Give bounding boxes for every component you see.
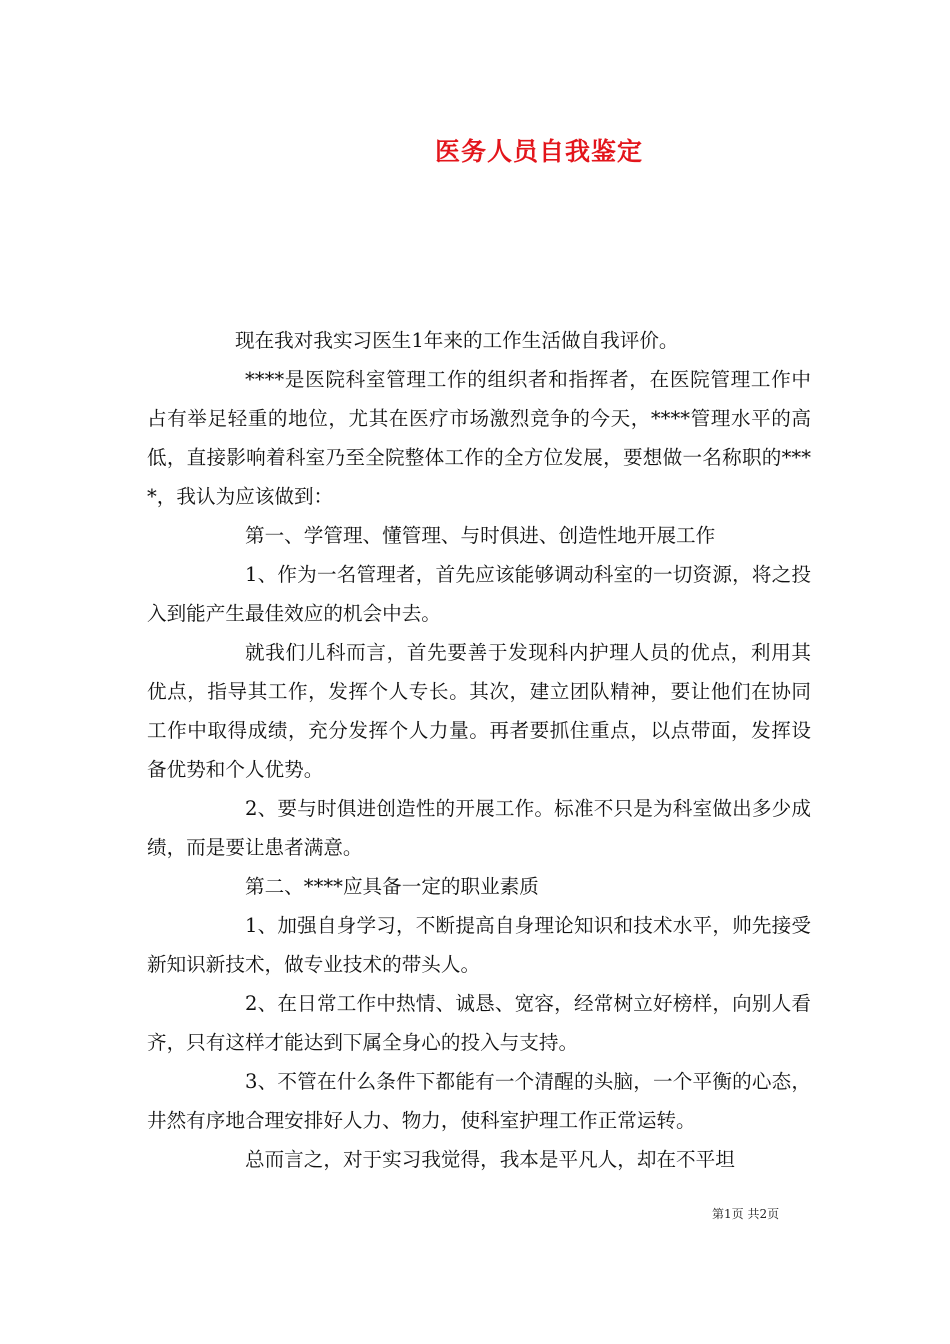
section-heading-one: 第一、学管理、懂管理、与时俱进、创造性地开展工作	[245, 524, 716, 547]
paragraph-point-2-3: 3、不管在什么条件下都能有一个清醒的头脑，一个平衡的心态，井然有序地合理安排好人力、物力，使科室护理工作正常运转。	[147, 1070, 811, 1132]
section-heading-two: 第二、****应具备一定的职业素质	[245, 875, 539, 898]
paragraph-point-1-1: 1、作为一名管理者，首先应该能够调动科室的一切资源，将之投入到能产生最佳效应的机会中去。	[147, 563, 811, 625]
paragraph-pediatrics: 就我们儿科而言，首先要善于发现科内护理人员的优点，利用其优点，指导其工作，发挥个人专长。其次，建立团队精神，要让他们在协同工作中取得成绩，充分发挥个人力量。再者要抓住重点，以点带面，发挥设备优势和个人优势。	[147, 641, 811, 781]
paragraph-conclusion: 总而言之，对于实习我觉得，我本是平凡人，却在不平坦	[245, 1148, 735, 1171]
document-title: 医务人员自我鉴定	[434, 137, 643, 166]
paragraph-role: ****是医院科室管理工作的组织者和指挥者，在医院管理工作中占有举足轻重的地位，尤其在医疗市场激烈竞争的今天，****管理水平的高低，直接影响着科室乃至全院整体工作的全方位发展，要想做一名称职的****，我认为应该做到：	[147, 368, 811, 508]
document-body	[147, 321, 811, 1179]
page-number-footer: 第1页 共2页	[712, 1207, 780, 1221]
paragraph-point-1-2: 2、要与时俱进创造性的开展工作。标准不只是为科室做出多少成绩，而是要让患者满意。	[147, 797, 811, 859]
paragraph-point-2-1: 1、加强自身学习，不断提高自身理论知识和技术水平，帅先接受新知识新技术，做专业技术的带头人。	[147, 914, 811, 976]
paragraph-point-2-2: 2、在日常工作中热情、诚恳、宽容，经常树立好榜样，向别人看齐，只有这样才能达到下属全身心的投入与支持。	[147, 992, 811, 1054]
paragraph-intro: 现在我对我实习医生1年来的工作生活做自我评价。	[235, 329, 679, 352]
